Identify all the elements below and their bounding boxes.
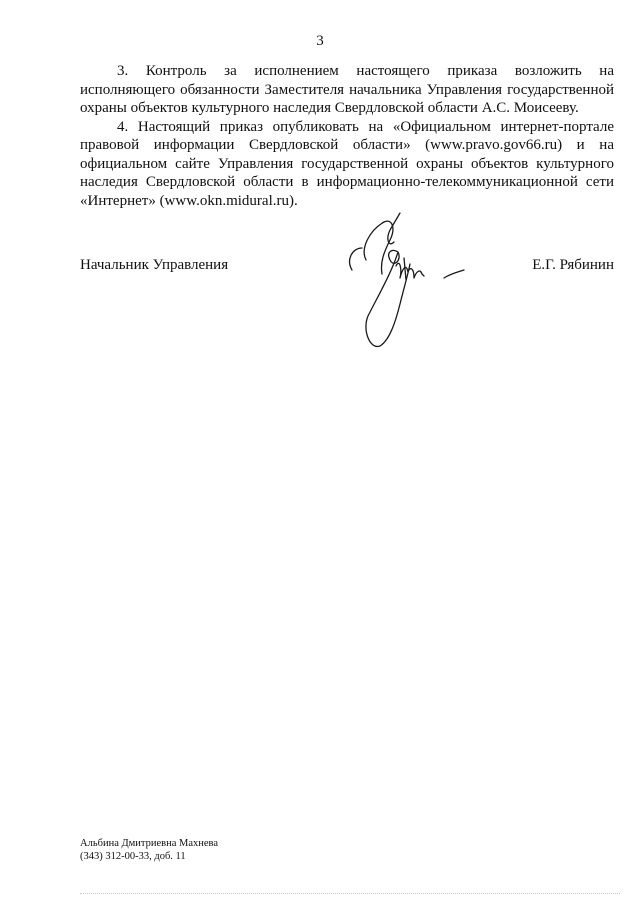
executor-name: Альбина Дмитриевна Махнева [80,838,219,849]
executor-phone: (343) 312-00-33, доб. 11 [80,850,186,862]
page-number: 3 [316,33,324,49]
executor-info [80,838,218,863]
paragraph-4: 4. Настоящий приказ опубликовать на «Официальном интернет-портале правовой информации Свердловской области» (www.pravo.gov66.ru) и на официальном сайте Управления государственной охраны объектов культурного наследия Свердловской области в информационно-телекоммуникационной сети «Интернет» (www.okn.midural.ru). [80,118,614,209]
scan-edge-divider [80,893,620,895]
handwritten-signature [340,208,475,353]
document-body [80,62,614,210]
signatory-position: Начальник Управления [80,257,229,273]
signatory-name: Е.Г. Рябинин [532,257,614,273]
paragraph-3: 3. Контроль за исполнением настоящего приказа возложить на исполняющего обязанности Заместителя начальника Управления государственной охраны объектов культурного наследия Свердловской области А.С. Моисееву. [80,63,614,116]
